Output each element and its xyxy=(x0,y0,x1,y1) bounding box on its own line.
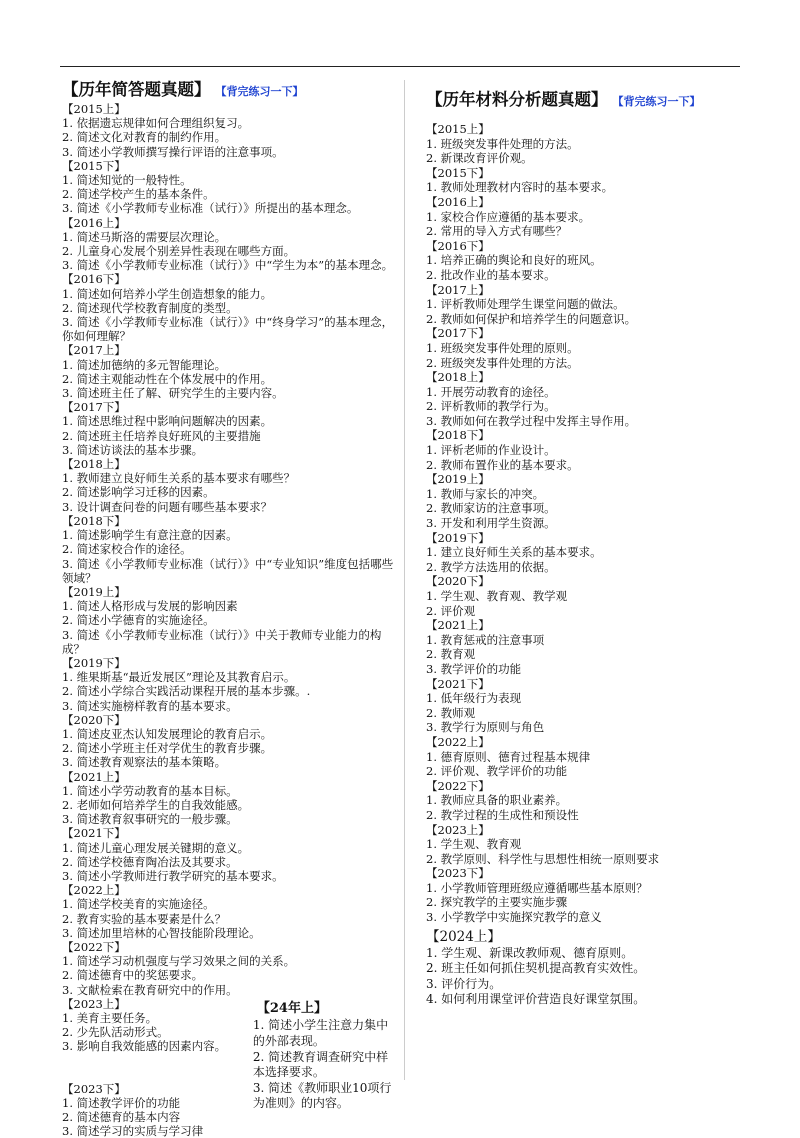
section-label: 【2016上】 xyxy=(62,215,126,230)
list-item: 1. 班级突发事件处理的方法。 xyxy=(426,136,579,151)
top-rule xyxy=(60,66,740,67)
section-group xyxy=(62,216,400,273)
section-label: 【2016上】 xyxy=(426,194,490,209)
list-item: 3. 开发和利用学生资源。 xyxy=(426,516,556,531)
left-badge: 【背完练习一下】 xyxy=(215,85,304,98)
right-badge: 【背完练习一下】 xyxy=(612,95,701,108)
section-group xyxy=(62,656,400,713)
section-label: 【2016下】 xyxy=(62,272,126,287)
section-label: 【2017上】 xyxy=(426,282,490,297)
list-item: 1. 培养正确的舆论和良好的班风。 xyxy=(426,253,602,268)
right-title: 【历年材料分析题真题】 xyxy=(426,90,608,109)
list-item: 2. 教学过程的生成性和预设性 xyxy=(426,807,579,822)
right-2024 xyxy=(426,929,756,1008)
section-group xyxy=(62,400,400,457)
section-label: 【2020下】 xyxy=(62,712,126,727)
section-label: 【2015上】 xyxy=(426,122,490,136)
list-item: 3. 简述《小学教师专业标准（试行）》中“学生为本”的基本理念。 xyxy=(62,258,394,273)
list-item: 2. 简述家校合作的途径。 xyxy=(62,542,192,557)
section-group xyxy=(426,166,756,195)
section-label: 【2018上】 xyxy=(426,370,490,385)
list-item: 1. 简述小学劳动教育的基本目标。 xyxy=(62,783,238,798)
section-label: 【2015上】 xyxy=(62,102,126,116)
list-item: 2. 教师观 xyxy=(426,705,476,720)
list-item: 1. 教师应具备的职业素养。 xyxy=(426,793,568,808)
section-group xyxy=(426,618,756,676)
list-item: 3. 文献检索在教育研究中的作用。 xyxy=(62,982,238,997)
section-group xyxy=(426,735,756,779)
section-label: 【2019下】 xyxy=(426,530,490,545)
list-item: 3. 设计调查问卷的问题有哪些基本要求？ xyxy=(62,499,273,514)
list-item: 1. 建立良好师生关系的基本要求。 xyxy=(426,545,602,560)
section-group xyxy=(62,102,400,159)
section-group xyxy=(426,574,756,618)
section-label: 【2015下】 xyxy=(426,165,490,180)
list-item: 2. 教学原则、科学性与思想性相统一原则要求 xyxy=(426,851,660,866)
list-item: 3. 简述教育叙事研究的一般步骤。 xyxy=(62,812,238,827)
section-group xyxy=(426,428,756,472)
section-group xyxy=(426,779,756,823)
list-item: 1. 评析教师处理学生课堂问题的做法。 xyxy=(426,297,625,312)
section-label: 【2017下】 xyxy=(426,326,490,341)
list-item: 2. 批改作业的基本要求。 xyxy=(426,267,556,282)
list-item: 2. 简述小学德育的实施途径。 xyxy=(62,613,215,628)
list-item: 3. 教学行为原则与角色 xyxy=(426,720,545,735)
list-item: 1. 简述小学生注意力集中的外部表现。 xyxy=(252,1018,389,1048)
section-label: 【2022下】 xyxy=(426,778,490,793)
section-label: 【2019上】 xyxy=(62,584,126,599)
section-label: 【24年上】 xyxy=(256,1000,327,1016)
list-item: 3. 简述小学教师撰写操行评语的注意事项。 xyxy=(62,144,284,159)
list-item: 2. 简述影响学习迁移的因素。 xyxy=(62,485,215,500)
right-header xyxy=(426,86,756,110)
section-group xyxy=(426,677,756,735)
section-group xyxy=(62,272,400,343)
list-item: 2. 儿童身心发展个别差异性表现在哪些方面。 xyxy=(62,244,296,259)
list-item: 2. 教学方法选用的依据。 xyxy=(426,559,556,574)
list-item: 1. 简述人格形成与发展的影响因素 xyxy=(62,599,238,614)
list-item: 1. 简述知觉的一般特性。 xyxy=(62,173,192,188)
list-item: 2. 常用的导入方式有哪些？ xyxy=(426,224,568,239)
list-item: 2. 新课改育评价观。 xyxy=(426,151,533,166)
section-label: 【2015下】 xyxy=(62,158,126,173)
section-group xyxy=(62,343,400,400)
list-item: 1. 德育原则、德育过程基本规律 xyxy=(426,749,591,764)
section-label: 【2021上】 xyxy=(62,769,126,784)
list-item: 3. 简述小学教师进行教学研究的基本要求。 xyxy=(62,868,284,883)
section-group xyxy=(426,326,756,370)
section-group xyxy=(426,866,756,924)
list-item: 3. 评价行为。 xyxy=(426,976,502,991)
section-label: 【2021下】 xyxy=(426,676,490,691)
list-item: 4. 如何利用课堂评价营造良好课堂氛围。 xyxy=(426,992,646,1007)
list-item: 2. 评析教师的教学行为。 xyxy=(426,399,556,414)
list-item: 1. 简述学习动机强度与学习效果之间的关系。 xyxy=(62,954,296,969)
section-group xyxy=(426,283,756,327)
list-item: 3. 简述《小学教师专业标准（试行）》中“终身学习”的基本理念，你如何理解？ xyxy=(62,315,394,344)
section-label: 【2024上】 xyxy=(426,928,501,945)
list-item: 1. 教育惩戒的注意事项 xyxy=(426,632,545,647)
list-item: 2. 简述小学综合实践活动课程开展的基本步骤。. xyxy=(62,684,311,699)
list-item: 2. 简述德育的基本内容 xyxy=(62,1110,181,1125)
list-item: 1. 评析老师的作业设计。 xyxy=(426,443,556,458)
list-item: 1. 依据遗忘规律如何合理组织复习。 xyxy=(62,116,250,131)
list-item: 1. 维果斯基“最近发展区”理论及其教育启示。 xyxy=(62,670,296,685)
section-group xyxy=(426,122,756,166)
section-group xyxy=(426,195,756,239)
section-group xyxy=(62,585,400,656)
section-group xyxy=(62,514,400,585)
list-item: 3. 教师如何在教学过程中发挥主导作用。 xyxy=(426,413,637,428)
section-label: 【2023上】 xyxy=(426,822,490,837)
left-bottom-b xyxy=(253,997,400,1138)
list-item: 1. 简述皮亚杰认知发展理论的教育启示。 xyxy=(62,726,273,741)
list-item: 1. 学生观、新课改教师观、德育原则。 xyxy=(426,945,634,960)
left-header xyxy=(62,76,400,100)
list-item: 1. 简述思维过程中影响问题解决的因素。 xyxy=(62,414,273,429)
list-item: 3. 简述访谈法的基本步骤。 xyxy=(62,442,204,457)
list-item: 2. 老师如何培养学生的自我效能感。 xyxy=(62,797,250,812)
list-item: 1. 简述如何培养小学生创造想象的能力。 xyxy=(62,286,273,301)
list-item: 2. 评价观 xyxy=(426,603,476,618)
list-item: 2. 教师布置作业的基本要求。 xyxy=(426,457,579,472)
list-item: 2. 少先队活动形式。 xyxy=(62,1025,169,1040)
list-item: 2. 教师如何保护和培养学生的问题意识。 xyxy=(426,311,637,326)
list-item: 1. 学生观、教育观 xyxy=(426,837,522,852)
list-item: 2. 评价观、教学评价的功能 xyxy=(426,764,568,779)
left-sections xyxy=(62,102,400,997)
section-group xyxy=(426,370,756,428)
section-label: 【2021下】 xyxy=(62,826,126,841)
section-group xyxy=(62,713,400,770)
list-item: 2. 简述教育调查研究中样本选择要求。 xyxy=(252,1049,389,1080)
section-group xyxy=(426,472,756,530)
right-column xyxy=(426,86,756,1008)
list-item: 3. 简述教育观察法的基本策略。 xyxy=(62,755,227,770)
left-column xyxy=(62,76,400,1138)
left-bottom-a xyxy=(62,997,253,1138)
right-sections xyxy=(426,122,756,925)
section-group xyxy=(62,940,400,997)
column-divider xyxy=(404,80,405,1080)
section-label: 【2019上】 xyxy=(426,472,490,487)
list-item: 3. 简述《小学教师专业标准（试行）》中“专业知识”维度包括哪些领域？ xyxy=(62,556,394,585)
section-label: 【2022下】 xyxy=(62,939,126,954)
list-item: 3. 小学教学中实施探究教学的意义 xyxy=(426,910,602,925)
list-item: 1. 简述马斯洛的需要层次理论。 xyxy=(62,229,227,244)
list-item: 2. 简述小学班主任对学优生的教育步骤。 xyxy=(62,741,273,756)
list-item: 3. 简述学习的实质与学习律 xyxy=(62,1124,204,1138)
list-item: 2. 简述学校产生的基本条件。 xyxy=(62,187,215,202)
list-item: 1. 简述教学评价的功能 xyxy=(62,1095,181,1110)
list-item: 1. 教师处理教材内容时的基本要求。 xyxy=(426,180,614,195)
section-group xyxy=(62,826,400,883)
list-item: 3. 简述实施榜样教育的基本要求。 xyxy=(62,698,238,713)
list-item: 2. 探究教学的主要实施步骤 xyxy=(426,895,568,910)
section-label: 【2018上】 xyxy=(62,457,126,472)
list-item: 1. 学生观、教育观、教学观 xyxy=(426,589,568,603)
list-item: 1. 开展劳动教育的途径。 xyxy=(426,384,556,399)
section-label: 【2022上】 xyxy=(426,734,490,749)
list-item: 3. 简述加里培林的心智技能阶段理论。 xyxy=(62,925,261,940)
section-group xyxy=(426,823,756,867)
list-item: 1. 简述加德纳的多元智能理论。 xyxy=(62,357,227,372)
list-item: 2. 简述班主任培养良好班风的主要措施 xyxy=(62,428,261,443)
list-item: 1. 小学教师管理班级应遵循哪些基本原则？ xyxy=(426,880,648,895)
list-item: 2. 简述德育中的奖惩要求。 xyxy=(62,968,204,983)
list-item: 3. 影响自我效能感的因素内容。 xyxy=(62,1039,227,1054)
list-item: 2. 班主任如何抓住契机提高教育实效性。 xyxy=(426,961,646,976)
list-item: 2. 简述主观能动性在个体发展中的作用。 xyxy=(62,371,273,386)
section-label: 【2020下】 xyxy=(426,574,490,589)
section-label: 【2021上】 xyxy=(426,618,490,633)
list-item: 1. 美育主要任务。 xyxy=(62,1011,158,1025)
section-group xyxy=(426,531,756,575)
list-item: 2. 班级突发事件处理的方法。 xyxy=(426,355,579,370)
section-label: 【2023上】 xyxy=(62,996,126,1011)
section-label: 【2017上】 xyxy=(62,343,126,358)
section-label: 【2018下】 xyxy=(62,513,126,528)
list-item: 1. 家校合作应遵循的基本要求。 xyxy=(426,209,591,224)
list-item: 2. 教育实验的基本要素是什么？ xyxy=(62,911,227,926)
list-item: 1. 简述影响学生有意注意的因素。 xyxy=(62,528,238,543)
list-item: 3. 简述《教师职业10项行为准则》的内容。 xyxy=(252,1080,392,1111)
section-group xyxy=(426,239,756,283)
list-item: 3. 教学评价的功能 xyxy=(426,661,522,676)
section-group xyxy=(62,159,400,216)
list-item: 2. 简述学校德育陶冶法及其要求。 xyxy=(62,854,238,869)
section-group xyxy=(62,883,400,940)
section-label: 【2018下】 xyxy=(426,428,490,443)
left-bottom xyxy=(62,997,400,1138)
list-item: 2. 简述文化对教育的制约作用。 xyxy=(62,130,227,145)
section-group xyxy=(62,457,400,514)
section-group xyxy=(62,770,400,827)
list-item: 1. 教师建立良好师生关系的基本要求有哪些？ xyxy=(62,471,296,486)
list-item: 3. 简述班主任了解、研究学生的主要内容。 xyxy=(62,386,284,401)
section-label: 【2017下】 xyxy=(62,400,126,415)
list-item: 1. 简述儿童心理发展关键期的意义。 xyxy=(62,840,250,855)
list-item: 3. 简述《小学教师专业标准（试行）》中关于教师专业能力的构成？ xyxy=(62,627,382,656)
list-item: 2. 教育观 xyxy=(426,647,476,662)
section-label: 【2023下】 xyxy=(62,1081,126,1096)
list-item: 1. 教师与家长的冲突。 xyxy=(426,486,545,501)
list-item: 2. 教师家访的注意事项。 xyxy=(426,501,556,516)
section-label: 【2022上】 xyxy=(62,883,126,898)
section-label: 【2023下】 xyxy=(426,866,490,881)
list-item: 3. 简述《小学教师专业标准（试行）》所提出的基本理念。 xyxy=(62,201,359,216)
list-item: 1. 简述学校美育的实施途径。 xyxy=(62,897,215,912)
section-label: 【2019下】 xyxy=(62,655,126,670)
left-title: 【历年简答题真题】 xyxy=(62,80,211,99)
list-item: 1. 班级突发事件处理的原则。 xyxy=(426,340,579,355)
list-item: 2. 简述现代学校教育制度的类型。 xyxy=(62,300,238,315)
section-label: 【2016下】 xyxy=(426,238,490,253)
list-item: 1. 低年级行为表现 xyxy=(426,691,522,706)
